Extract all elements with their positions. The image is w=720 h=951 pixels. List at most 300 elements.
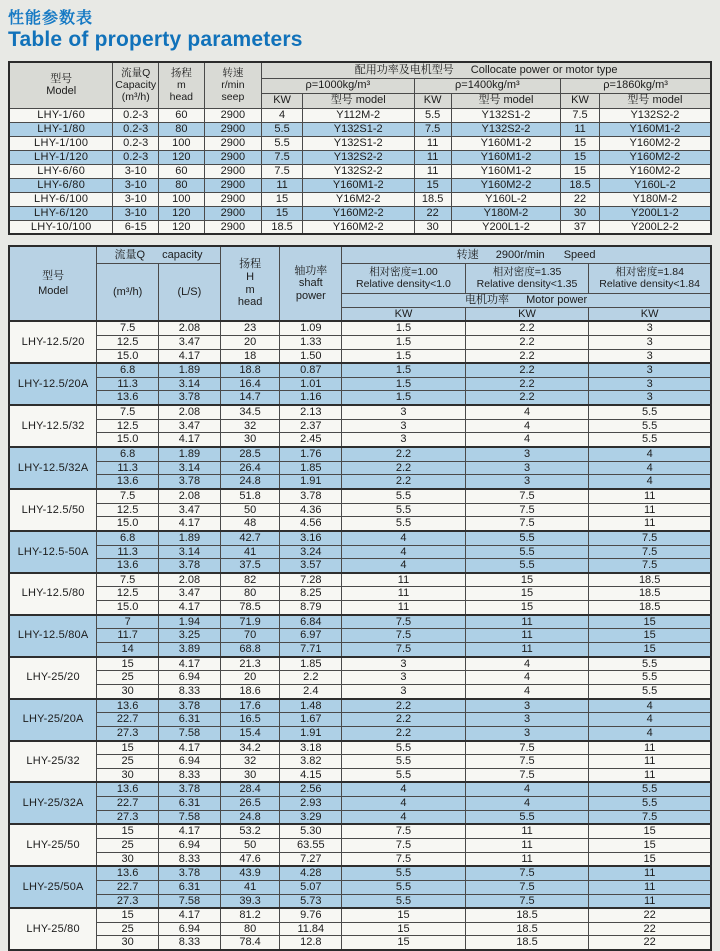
data-cell: 5.5: [342, 894, 466, 908]
data-cell: 18.5: [561, 178, 600, 192]
data-cell: 0.2-3: [113, 122, 159, 136]
data-cell: 7.5: [97, 405, 159, 419]
data-cell: 2.45: [280, 433, 342, 447]
data-cell: 51.8: [220, 489, 280, 503]
data-cell: 11: [465, 824, 589, 838]
data-cell: 3: [465, 447, 589, 461]
data-cell: 18.5: [262, 220, 303, 234]
model-cell: LHY-12.5/20: [9, 321, 97, 363]
data-cell: 3.78: [159, 391, 221, 405]
data-cell: 11: [414, 136, 451, 150]
data-cell: 30: [97, 684, 159, 698]
data-cell: 3-10: [113, 206, 159, 220]
data-cell: 7.5: [465, 866, 589, 880]
data-cell: 5.5: [465, 810, 589, 824]
data-cell: 39.3: [220, 894, 280, 908]
data-cell: 6.97: [280, 629, 342, 643]
data-cell: 2.2: [342, 726, 466, 740]
data-cell: 7.5: [465, 768, 589, 782]
data-cell: 12.5: [97, 335, 159, 349]
col-header-model: [9, 246, 97, 321]
data-cell: 1.94: [159, 615, 221, 629]
data-cell: 12.5: [97, 587, 159, 601]
data-cell: 1.48: [280, 699, 342, 713]
data-cell: 2.2: [280, 671, 342, 685]
data-cell: 22: [561, 192, 600, 206]
data-cell: 5.5: [342, 768, 466, 782]
col-header-capacity-zh: 流量Q: [121, 67, 151, 80]
data-cell: 3.16: [280, 531, 342, 545]
data-cell: 5.5: [342, 489, 466, 503]
table-row: [9, 377, 711, 391]
data-cell: 11.7: [97, 629, 159, 643]
table-row: [9, 894, 711, 908]
data-cell: 2900: [204, 136, 262, 150]
table-row: [9, 797, 711, 811]
col-header-head-zh: 扬程: [170, 67, 192, 80]
data-cell: 24.8: [220, 810, 280, 824]
data-cell: 2.2: [465, 391, 589, 405]
data-cell: 4: [342, 810, 466, 824]
data-cell: 50: [220, 838, 280, 852]
table-row: [9, 866, 711, 880]
table-row: [9, 684, 711, 698]
data-cell: 8.33: [159, 768, 221, 782]
data-cell: 2.2: [342, 461, 466, 475]
data-cell: 32: [220, 419, 280, 433]
data-cell: 15: [561, 164, 600, 178]
table-row: [9, 824, 711, 838]
col-header-capacity: [113, 62, 159, 108]
data-cell: 15: [465, 601, 589, 615]
data-cell: 11: [342, 601, 466, 615]
data-cell: 80: [159, 178, 205, 192]
data-cell: 15: [262, 206, 303, 220]
data-cell: 4: [262, 108, 303, 122]
table-row: [9, 545, 711, 559]
data-cell: 15: [342, 922, 466, 936]
data-cell: 6.31: [159, 880, 221, 894]
data-cell: 3.78: [159, 559, 221, 573]
data-cell: 3: [465, 461, 589, 475]
data-cell: 15: [97, 657, 159, 671]
table-row: [9, 108, 711, 122]
data-cell: Y132S2-2: [599, 108, 711, 122]
data-cell: 2.37: [280, 419, 342, 433]
data-cell: 15: [589, 629, 711, 643]
col-header-model-en: Model: [38, 284, 69, 297]
data-cell: 0.2-3: [113, 108, 159, 122]
data-cell: 11: [589, 741, 711, 755]
data-cell: 1.91: [280, 726, 342, 740]
table-row: [9, 726, 711, 740]
data-cell: 15: [589, 824, 711, 838]
data-cell: 3: [465, 713, 589, 727]
table-row: [9, 433, 711, 447]
col-header-model-zh: 型号: [50, 72, 73, 85]
data-cell: 3: [465, 699, 589, 713]
data-cell: 30: [220, 433, 280, 447]
data-cell: 27.3: [97, 810, 159, 824]
kw-header: KW: [589, 307, 711, 321]
model-cell: LHY-12.5-50A: [9, 531, 97, 573]
motor-power-en: Motor power: [526, 293, 588, 306]
data-cell: 6.8: [97, 363, 159, 377]
table-row: [9, 178, 711, 192]
data-cell: 7.5: [262, 164, 303, 178]
data-cell: 2.2: [342, 447, 466, 461]
table-row: [9, 880, 711, 894]
data-cell: 5.5: [589, 419, 711, 433]
data-cell: 1.01: [280, 377, 342, 391]
data-cell: 5.5: [589, 684, 711, 698]
data-cell: 120: [159, 206, 205, 220]
data-cell: 13.6: [97, 866, 159, 880]
data-cell: 18.5: [414, 192, 451, 206]
data-cell: 6.94: [159, 922, 221, 936]
data-cell: 15: [262, 192, 303, 206]
data-cell: 60: [159, 108, 205, 122]
motor-power-header: [342, 293, 711, 307]
table-row: [9, 475, 711, 489]
table-row: [9, 573, 711, 587]
data-cell: 11: [589, 894, 711, 908]
data-cell: 5.5: [414, 108, 451, 122]
data-cell: 1.89: [159, 531, 221, 545]
data-cell: 16.5: [220, 713, 280, 727]
model-cell: LHY-1/80: [9, 122, 113, 136]
table-row: [9, 391, 711, 405]
data-cell: 7.71: [280, 643, 342, 657]
data-cell: 41: [220, 880, 280, 894]
data-cell: 3.78: [159, 475, 221, 489]
data-cell: 3.24: [280, 545, 342, 559]
data-cell: 4: [342, 797, 466, 811]
data-cell: 5.73: [280, 894, 342, 908]
data-cell: 3: [465, 475, 589, 489]
col-header-head-zh: 扬程: [239, 258, 262, 271]
data-cell: 7.28: [280, 573, 342, 587]
table-row: [9, 922, 711, 936]
col-header-speed: [204, 62, 262, 108]
density-header-1400: ρ=1400kg/m³: [414, 78, 561, 93]
data-cell: 3-10: [113, 192, 159, 206]
data-cell: 3.47: [159, 587, 221, 601]
data-cell: 2.2: [465, 349, 589, 363]
data-cell: 15: [561, 136, 600, 150]
motor-table-body: [9, 108, 711, 234]
data-cell: 25: [97, 838, 159, 852]
data-cell: 30: [97, 936, 159, 950]
data-cell: 11: [465, 852, 589, 866]
data-cell: 3.47: [159, 419, 221, 433]
data-cell: 3: [589, 335, 711, 349]
data-cell: 15.0: [97, 517, 159, 531]
table-row: [9, 335, 711, 349]
density-header-1860: ρ=1860kg/m³: [561, 78, 711, 93]
data-cell: 3.47: [159, 503, 221, 517]
capacity-group-zh: 流量Q: [114, 248, 146, 261]
data-cell: Y160M2-2: [451, 178, 561, 192]
data-cell: Y200L1-2: [599, 206, 711, 220]
data-cell: 5.5: [465, 559, 589, 573]
table-row: [9, 852, 711, 866]
table-row: [9, 321, 711, 335]
data-cell: 4.17: [159, 517, 221, 531]
table-row: [9, 671, 711, 685]
data-cell: Y200L2-2: [599, 220, 711, 234]
data-cell: 2.08: [159, 405, 221, 419]
data-cell: 32: [220, 755, 280, 769]
data-cell: 7.5: [97, 321, 159, 335]
data-cell: 7.5: [465, 517, 589, 531]
data-cell: 3.29: [280, 810, 342, 824]
data-cell: 1.5: [342, 349, 466, 363]
data-cell: 5.5: [262, 136, 303, 150]
data-cell: 4.28: [280, 866, 342, 880]
data-cell: 4.36: [280, 503, 342, 517]
data-cell: 18: [220, 349, 280, 363]
data-cell: 2900: [204, 108, 262, 122]
data-cell: 3.14: [159, 377, 221, 391]
data-cell: 2900: [204, 206, 262, 220]
data-cell: 4: [465, 433, 589, 447]
data-cell: Y160M1-2: [451, 150, 561, 164]
data-cell: 80: [159, 122, 205, 136]
data-cell: 18.8: [220, 363, 280, 377]
data-cell: 2.2: [465, 335, 589, 349]
data-cell: 70: [220, 629, 280, 643]
data-cell: 1.5: [342, 321, 466, 335]
motor-model-header: 型号 model: [302, 93, 414, 108]
data-cell: Y160M2-2: [302, 220, 414, 234]
data-cell: 13.6: [97, 391, 159, 405]
data-cell: 4.17: [159, 741, 221, 755]
data-cell: 3: [342, 684, 466, 698]
data-cell: 63.55: [280, 838, 342, 852]
data-cell: 11.3: [97, 461, 159, 475]
model-cell: LHY-1/100: [9, 136, 113, 150]
data-cell: 7.5: [465, 880, 589, 894]
data-cell: Y132S2-2: [451, 122, 561, 136]
data-cell: 8.79: [280, 601, 342, 615]
data-cell: 13.6: [97, 475, 159, 489]
data-cell: 1.5: [342, 335, 466, 349]
data-cell: 4.17: [159, 657, 221, 671]
data-cell: 34.5: [220, 405, 280, 419]
model-cell: LHY-12.5/32: [9, 405, 97, 447]
data-cell: 4: [465, 797, 589, 811]
data-cell: 7.5: [97, 573, 159, 587]
data-cell: 48: [220, 517, 280, 531]
col-header-model-en: Model: [46, 85, 77, 98]
data-cell: 15.0: [97, 349, 159, 363]
data-cell: 5.5: [589, 797, 711, 811]
model-cell: LHY-25/80: [9, 908, 97, 950]
data-cell: 15: [589, 615, 711, 629]
table-row: [9, 559, 711, 573]
data-cell: 20: [220, 335, 280, 349]
data-cell: 15: [342, 936, 466, 950]
data-cell: 78.5: [220, 601, 280, 615]
data-cell: 2.13: [280, 405, 342, 419]
table-row: [9, 643, 711, 657]
data-cell: 4: [465, 671, 589, 685]
data-cell: 2900: [204, 164, 262, 178]
data-cell: 4: [342, 559, 466, 573]
data-cell: 5.5: [589, 782, 711, 796]
table-row: [9, 192, 711, 206]
data-cell: 3: [589, 363, 711, 377]
density-100-zh: 相对密度=1.00: [369, 266, 438, 279]
model-cell: LHY-12.5/50: [9, 489, 97, 531]
data-cell: Y160M1-2: [302, 178, 414, 192]
data-cell: 15: [465, 587, 589, 601]
data-cell: 4.17: [159, 433, 221, 447]
data-cell: 30: [97, 768, 159, 782]
data-cell: 11: [589, 768, 711, 782]
data-cell: 15: [589, 838, 711, 852]
data-cell: 80: [220, 922, 280, 936]
data-cell: 3: [342, 671, 466, 685]
data-cell: 11.84: [280, 922, 342, 936]
data-cell: 3.78: [159, 866, 221, 880]
data-cell: 7.58: [159, 894, 221, 908]
data-cell: 1.76: [280, 447, 342, 461]
data-cell: 2.08: [159, 573, 221, 587]
table-row: [9, 782, 711, 796]
col-header-speed-group: [342, 246, 711, 263]
performance-data-table: [8, 245, 712, 951]
data-cell: 5.5: [589, 657, 711, 671]
data-cell: 4: [465, 684, 589, 698]
motor-power-table: [8, 61, 712, 235]
data-cell: 11: [589, 755, 711, 769]
data-cell: 6.31: [159, 797, 221, 811]
data-cell: 11: [589, 866, 711, 880]
density-header-184: [589, 263, 711, 293]
data-cell: 15: [342, 908, 466, 922]
data-cell: 7: [97, 615, 159, 629]
density-135-zh: 相对密度=1.35: [492, 266, 562, 279]
table-row: [9, 699, 711, 713]
data-cell: 0.2-3: [113, 136, 159, 150]
data-cell: 1.09: [280, 321, 342, 335]
data-cell: 3.18: [280, 741, 342, 755]
data-cell: 78.4: [220, 936, 280, 950]
data-cell: Y160M2-2: [599, 150, 711, 164]
capacity-group-en: capacity: [162, 248, 203, 261]
table-row: [9, 489, 711, 503]
data-cell: 1.5: [342, 377, 466, 391]
speed-group-zh: 转速: [456, 248, 479, 261]
data-cell: Y132S2-2: [302, 150, 414, 164]
data-cell: 11: [465, 643, 589, 657]
data-cell: 81.2: [220, 908, 280, 922]
data-cell: 4: [465, 657, 589, 671]
data-cell: 6.8: [97, 447, 159, 461]
data-cell: 14: [97, 643, 159, 657]
data-cell: Y16M2-2: [302, 192, 414, 206]
data-cell: 11: [342, 587, 466, 601]
col-header-capacity-group: [97, 246, 221, 263]
data-cell: 7.5: [465, 489, 589, 503]
data-cell: 11: [589, 503, 711, 517]
data-cell: 8.25: [280, 587, 342, 601]
data-cell: 68.8: [220, 643, 280, 657]
model-cell: LHY-12.5/20A: [9, 363, 97, 405]
data-cell: 22.7: [97, 713, 159, 727]
data-cell: 1.67: [280, 713, 342, 727]
data-cell: 8.33: [159, 684, 221, 698]
data-cell: 27.3: [97, 726, 159, 740]
data-cell: 25: [97, 755, 159, 769]
data-cell: 4: [589, 726, 711, 740]
data-cell: Y160L-2: [599, 178, 711, 192]
data-cell: 16.4: [220, 377, 280, 391]
table-row: [9, 150, 711, 164]
data-cell: 12.5: [97, 503, 159, 517]
model-cell: LHY-1/60: [9, 108, 113, 122]
data-cell: 42.7: [220, 531, 280, 545]
data-cell: 17.6: [220, 699, 280, 713]
data-cell: 6.84: [280, 615, 342, 629]
data-cell: 3: [589, 321, 711, 335]
data-cell: 3: [342, 657, 466, 671]
data-cell: 7.5: [342, 838, 466, 852]
page-title-zh: 性能参数表: [8, 10, 94, 27]
density-184-zh: 相对密度=1.84: [615, 266, 684, 279]
model-cell: LHY-1/120: [9, 150, 113, 164]
data-cell: 3.78: [159, 699, 221, 713]
data-cell: 4.56: [280, 517, 342, 531]
data-cell: 22: [589, 922, 711, 936]
data-cell: 18.5: [589, 601, 711, 615]
data-cell: 3-10: [113, 164, 159, 178]
data-cell: 22: [589, 908, 711, 922]
col-header-head-unit: m: [176, 79, 186, 92]
data-cell: Y160M1-2: [599, 122, 711, 136]
data-cell: 53.2: [220, 824, 280, 838]
data-cell: 4: [589, 475, 711, 489]
model-cell: LHY-25/20: [9, 657, 97, 699]
model-cell: LHY-10/100: [9, 220, 113, 234]
data-cell: 5.30: [280, 824, 342, 838]
col-header-head-en: head: [169, 91, 193, 104]
data-cell: 28.5: [220, 447, 280, 461]
data-cell: 18.6: [220, 684, 280, 698]
model-cell: LHY-6/80: [9, 178, 113, 192]
data-cell: Y160L-2: [451, 192, 561, 206]
model-cell: LHY-12.5/80A: [9, 615, 97, 657]
data-cell: 3.25: [159, 629, 221, 643]
data-cell: 30: [414, 220, 451, 234]
table-row: [9, 531, 711, 545]
data-cell: 3: [342, 405, 466, 419]
table-row: [9, 122, 711, 136]
data-cell: 1.89: [159, 363, 221, 377]
model-cell: LHY-25/32A: [9, 782, 97, 824]
data-cell: 5.5: [342, 866, 466, 880]
table-row: [9, 615, 711, 629]
table-row: [9, 220, 711, 234]
data-cell: 3.57: [280, 559, 342, 573]
performance-table-body: [9, 321, 711, 950]
data-cell: 18.5: [589, 587, 711, 601]
data-cell: 7.5: [342, 615, 466, 629]
col-header-model-zh: 型号: [42, 270, 65, 283]
data-cell: 3: [465, 726, 589, 740]
